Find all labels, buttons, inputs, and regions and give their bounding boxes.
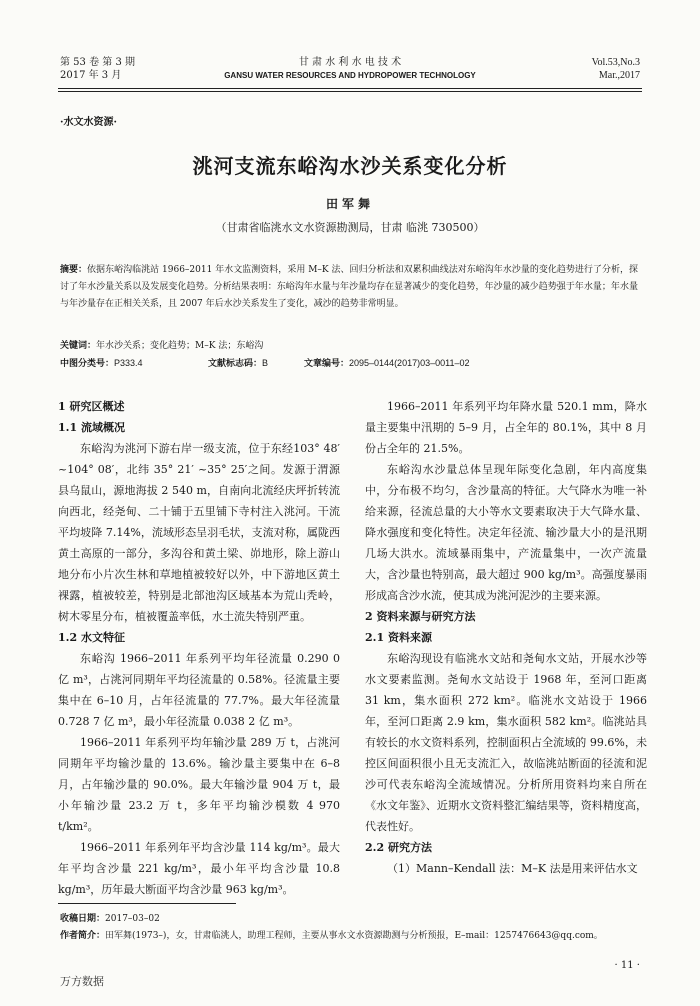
clc-value: P333.4 [114,358,143,368]
running-header [60,56,640,90]
classification-line [60,356,638,369]
paragraph: 东峪沟 1966–2011 年系列平均年径流量 0.290 0 亿 m³，占洮河同期年平均径流量的 0.58%。径流量主要集中在 6–10 月，占年径流量的 77.7%。最大年径流量 0.728 7 亿 m³，最小年径流量 0.038 2 亿 m³。 [58,652,340,728]
affiliation: （甘肃省临洮水文水资源勘测局，甘肃 临洮 730500） [215,221,485,234]
header-rule [58,88,642,89]
paper-title: 洮河支流东峪沟水沙关系变化分析 [192,154,508,178]
right-column [365,396,647,879]
author-bio: 田军舞(1973–)，女，甘肃临洮人，助理工程师，主要从事水文水资源勘测与分析预报，E–mail：1257476643@qq.com。 [105,931,603,941]
keywords-text: 年水沙关系；变化趋势；M–K 法；东峪沟 [96,341,264,351]
received-date: 2017–03–02 [105,914,160,924]
bio-label: 作者简介： [60,931,106,941]
keywords-label: 关键词： [60,341,97,351]
abstract-label: 摘要： [60,265,88,275]
section-tag: ·水文水资源· [60,117,117,128]
page-number: · 11 · [614,960,640,971]
article-no-label: 文章编号： [304,358,350,368]
heading-1-1: 1.1 流域概况 [58,421,125,434]
paragraph: 1966–2011 年系列平均年输沙量 289 万 t，占洮河同期年平均输沙量的 13.6%。输沙量主要集中在 6–8 月，占年输沙量的 90.0%。最大年输沙量 904 万 t，最小年输沙量 23.2 万 t，多年平均输沙模数 4 970 t/km²。 [58,736,340,833]
heading-1: 1 研究区概述 [58,400,125,413]
heading-2-1: 2.1 资料来源 [365,631,432,644]
article-no-value: 2095–0144(2017)03–0011–02 [349,358,470,368]
volume-issue-en: Vol.53,No.3 Mar.,2017 [591,57,640,81]
journal-name: 甘 肃 水 利 水 电 技 术 GANSU WATER RESOURCES AND HYDROPOWER TECHNOLOGY [224,57,476,80]
footer-mark: 万方数据 [60,975,104,988]
header-rule-thin [58,91,642,92]
left-column [58,396,340,900]
paragraph: 东峪沟现设有临洮水文站和尧甸水文站，开展水沙等水文要素监测。尧甸水文站设于 1968 年，至河口距离 31 km，集水面积 272 km²。临洮水文站设于 1966 年，至河口距离 2.9 km，集水面积 582 km²。临洮站具有较长的水文资料系列，控制面积占全流域的 99.6%，未控区间面积很小且无支流汇入，故临洮站断面的径流和泥沙可代表东峪沟全流域情况。分析所用资料均来自所在《水文年鉴》、近期水文资料整汇编结果等，资料精度高，代表性好。 [365,652,647,833]
doc-code-value: B [262,358,269,368]
paragraph: （1）Mann–Kendall 法：M–K 法是用来评估水文 [387,862,638,875]
volume-issue: 第 53 卷 第 3 期 2017 年 3 月 [60,57,135,81]
received-label: 收稿日期： [60,914,106,924]
abstract-text: 依据东峪沟临洮站 1966–2011 年水文监测资料，采用 M–K 法、回归分析法和双累积曲线法对东峪沟年水沙量的变化趋势进行了分析，探讨了年水沙量关系以及发展变化趋势。分析结果表明：东峪沟年水量与年沙量均存在显著减少的变化趋势，年沙量的减少趋势强于年水量；年水量与年沙量存在正相关关系，且 2007 年后水沙关系发生了变化，减沙的趋势非常明显。 [60,265,638,309]
heading-2-2: 2.2 研究方法 [365,841,432,854]
footnote [60,911,650,945]
paragraph: 1966–2011 年系列年平均含沙量 114 kg/m³。最大年平均含沙量 221 kg/m³，最小年平均含沙量 10.8 kg/m³，历年最大断面平均含沙量 963 kg/m³。 [58,841,340,896]
heading-1-2: 1.2 水文特征 [58,631,125,644]
author: 田军舞 [325,197,374,211]
keywords [60,338,263,351]
paragraph: 1966–2011 年系列平均年降水量 520.1 mm，降水量主要集中汛期的 5–9 月，占全年的 80.1%，其中 8 月份占全年的 21.5%。 [365,400,647,455]
clc-label: 中图分类号： [60,358,115,368]
heading-2: 2 资料来源与研究方法 [365,610,476,623]
paragraph: 东峪沟为洮河下游右岸一级支流，位于东经103° 48′ ~104° 08′，北纬 35° 21′ ~35° 25′之间。发源于渭源县乌鼠山，源地海拔 2 540 m，自南向北流经庆坪折转流向西北，经尧甸、二十铺于五里铺下寺村注入洮河。干流平均坡降 7.14%，流域形态呈羽毛状，支流对称，属陇西黄土高原的一部分，多沟谷和黄土梁、峁地形，除上游山地分布小片次生林和草地植被较好以外，中下游地区黄土裸露，植被较差，特别是北部池沟区域基本为荒山秃岭，树木零星分布，植被覆盖率低，水土流失特别严重。 [58,442,340,623]
doc-code-label: 文献标志码： [208,358,263,368]
footnote-rule [58,903,236,904]
paragraph: 东峪沟水沙量总体呈现年际变化急剧，年内高度集中，分布极不均匀，含沙量高的特征。大气降水为唯一补给来源，径流总量的大小等水文要素取决于大气降水量、降水强度和变化特性。决定年径流、输沙量大小的是汛期几场大洪水。流域暴雨集中，产流量集中，一次产流量大，含沙量也特别高，最大超过 900 kg/m³。高强度暴雨形成高含沙水流，使其成为洮河泥沙的主要来源。 [365,463,647,602]
abstract [60,262,638,313]
